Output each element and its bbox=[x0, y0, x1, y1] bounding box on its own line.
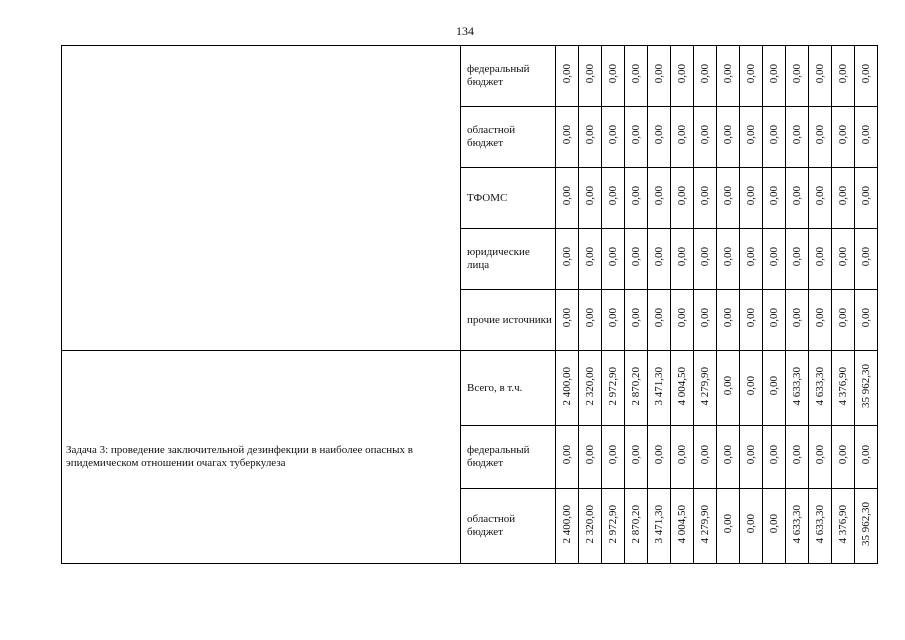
value-cell bbox=[556, 46, 579, 107]
value-text: 0,00 bbox=[606, 186, 619, 206]
value-text: 0,00 bbox=[813, 308, 826, 328]
value-text: 0,00 bbox=[606, 247, 619, 267]
value-text: 0,00 bbox=[675, 247, 688, 267]
value-text: 0,00 bbox=[859, 125, 872, 145]
value-cell bbox=[579, 489, 602, 564]
value-cell bbox=[740, 351, 763, 426]
value-text: 0,00 bbox=[836, 186, 849, 206]
value-cell bbox=[717, 46, 740, 107]
value-cell bbox=[694, 107, 717, 168]
value-cell bbox=[694, 426, 717, 489]
value-text: 0,00 bbox=[560, 186, 573, 206]
value-cell bbox=[786, 229, 809, 290]
value-cell bbox=[786, 426, 809, 489]
value-cell bbox=[809, 168, 832, 229]
value-text: 0,00 bbox=[721, 376, 734, 396]
value-text: 2 972,90 bbox=[606, 366, 619, 406]
value-cell bbox=[832, 168, 855, 229]
value-cell bbox=[671, 107, 694, 168]
value-text: 4 279,90 bbox=[698, 504, 711, 544]
value-cell bbox=[832, 426, 855, 489]
value-text: 4 376,90 bbox=[836, 504, 849, 544]
value-cell bbox=[671, 489, 694, 564]
value-cell bbox=[648, 107, 671, 168]
value-cell bbox=[786, 489, 809, 564]
value-text: 0,00 bbox=[583, 308, 596, 328]
value-text: 0,00 bbox=[583, 186, 596, 206]
value-cell bbox=[763, 168, 786, 229]
value-cell bbox=[717, 426, 740, 489]
value-cell bbox=[832, 46, 855, 107]
value-text: 0,00 bbox=[652, 64, 665, 84]
value-cell bbox=[717, 168, 740, 229]
value-text: 0,00 bbox=[790, 308, 803, 328]
value-cell bbox=[832, 290, 855, 351]
value-cell bbox=[740, 46, 763, 107]
value-text: 0,00 bbox=[767, 376, 780, 396]
value-cell bbox=[740, 107, 763, 168]
value-text: 0,00 bbox=[859, 308, 872, 328]
value-cell bbox=[717, 107, 740, 168]
value-cell bbox=[602, 46, 625, 107]
value-text: 0,00 bbox=[560, 125, 573, 145]
value-text: 0,00 bbox=[560, 308, 573, 328]
value-cell bbox=[763, 489, 786, 564]
value-cell bbox=[740, 290, 763, 351]
funding-source-cell: юридические лица bbox=[461, 229, 556, 290]
value-text: 0,00 bbox=[560, 247, 573, 267]
value-cell bbox=[855, 46, 878, 107]
value-text: 0,00 bbox=[767, 125, 780, 145]
value-text: 0,00 bbox=[652, 186, 665, 206]
value-cell bbox=[556, 351, 579, 426]
value-text: 0,00 bbox=[790, 445, 803, 465]
value-text: 0,00 bbox=[652, 125, 665, 145]
value-text: 0,00 bbox=[629, 308, 642, 328]
value-text: 0,00 bbox=[629, 445, 642, 465]
value-cell bbox=[579, 107, 602, 168]
value-text: 4 633,30 bbox=[813, 366, 826, 406]
value-text: 0,00 bbox=[698, 186, 711, 206]
value-cell bbox=[648, 168, 671, 229]
value-text: 0,00 bbox=[606, 125, 619, 145]
value-text: 0,00 bbox=[583, 64, 596, 84]
value-cell bbox=[832, 107, 855, 168]
value-cell bbox=[855, 426, 878, 489]
value-text: 0,00 bbox=[606, 308, 619, 328]
value-text: 2 320,00 bbox=[583, 504, 596, 544]
value-cell bbox=[625, 107, 648, 168]
value-cell bbox=[717, 489, 740, 564]
value-cell bbox=[717, 290, 740, 351]
value-cell bbox=[556, 290, 579, 351]
budget-table bbox=[61, 45, 878, 564]
value-text: 0,00 bbox=[767, 186, 780, 206]
value-text: 0,00 bbox=[744, 445, 757, 465]
page-number: 134 bbox=[456, 24, 474, 38]
value-text: 0,00 bbox=[744, 247, 757, 267]
value-cell bbox=[602, 351, 625, 426]
value-text: 0,00 bbox=[744, 376, 757, 396]
value-text: 4 633,30 bbox=[790, 504, 803, 544]
value-cell bbox=[809, 107, 832, 168]
value-cell bbox=[579, 46, 602, 107]
funding-source-cell: федеральный бюджет bbox=[461, 426, 556, 489]
value-text: 0,00 bbox=[744, 186, 757, 206]
value-text: 2 972,90 bbox=[606, 504, 619, 544]
value-cell bbox=[855, 168, 878, 229]
value-text: 0,00 bbox=[652, 445, 665, 465]
value-text: 0,00 bbox=[698, 308, 711, 328]
value-text: 4 004,50 bbox=[675, 366, 688, 406]
value-text: 0,00 bbox=[629, 64, 642, 84]
value-text: 0,00 bbox=[675, 125, 688, 145]
value-cell bbox=[579, 168, 602, 229]
value-cell bbox=[763, 229, 786, 290]
table-row bbox=[62, 46, 878, 107]
value-text: 3 471,30 bbox=[652, 366, 665, 406]
value-cell bbox=[625, 229, 648, 290]
value-text: 4 376,90 bbox=[836, 366, 849, 406]
value-text: 0,00 bbox=[744, 308, 757, 328]
value-text: 0,00 bbox=[583, 445, 596, 465]
value-cell bbox=[648, 229, 671, 290]
value-cell bbox=[809, 351, 832, 426]
value-cell bbox=[579, 290, 602, 351]
funding-source-cell: ТФОМС bbox=[461, 168, 556, 229]
value-text: 0,00 bbox=[813, 247, 826, 267]
value-cell bbox=[602, 107, 625, 168]
value-text: 0,00 bbox=[836, 308, 849, 328]
value-cell bbox=[602, 290, 625, 351]
value-cell bbox=[602, 489, 625, 564]
value-cell bbox=[740, 489, 763, 564]
value-cell bbox=[648, 290, 671, 351]
value-cell bbox=[786, 46, 809, 107]
funding-source-cell: Всего, в т.ч. bbox=[461, 351, 556, 426]
value-text: 0,00 bbox=[583, 125, 596, 145]
value-cell bbox=[671, 46, 694, 107]
value-cell bbox=[809, 46, 832, 107]
value-cell bbox=[855, 489, 878, 564]
value-cell bbox=[556, 107, 579, 168]
value-text: 0,00 bbox=[606, 445, 619, 465]
value-text: 0,00 bbox=[836, 125, 849, 145]
value-cell bbox=[602, 426, 625, 489]
value-cell bbox=[671, 229, 694, 290]
value-text: 0,00 bbox=[744, 125, 757, 145]
value-text: 0,00 bbox=[836, 445, 849, 465]
value-text: 0,00 bbox=[859, 64, 872, 84]
value-text: 0,00 bbox=[721, 445, 734, 465]
value-text: 0,00 bbox=[629, 186, 642, 206]
value-text: 0,00 bbox=[790, 186, 803, 206]
value-cell bbox=[625, 46, 648, 107]
value-cell bbox=[717, 351, 740, 426]
value-cell bbox=[648, 351, 671, 426]
value-cell bbox=[809, 229, 832, 290]
value-cell bbox=[763, 290, 786, 351]
value-text: 0,00 bbox=[813, 64, 826, 84]
value-cell bbox=[763, 426, 786, 489]
value-text: 0,00 bbox=[859, 186, 872, 206]
funding-source-cell: федеральный бюджет bbox=[461, 46, 556, 107]
value-cell bbox=[648, 489, 671, 564]
value-cell bbox=[556, 426, 579, 489]
value-text: 0,00 bbox=[721, 514, 734, 534]
value-text: 0,00 bbox=[790, 247, 803, 267]
value-text: 0,00 bbox=[606, 64, 619, 84]
value-text: 0,00 bbox=[721, 308, 734, 328]
value-text: 0,00 bbox=[836, 247, 849, 267]
value-cell bbox=[671, 290, 694, 351]
value-text: 0,00 bbox=[560, 445, 573, 465]
value-text: 0,00 bbox=[767, 308, 780, 328]
value-cell bbox=[855, 290, 878, 351]
value-cell bbox=[648, 46, 671, 107]
value-text: 0,00 bbox=[859, 247, 872, 267]
value-cell bbox=[694, 168, 717, 229]
value-cell bbox=[602, 229, 625, 290]
table-row bbox=[62, 351, 878, 426]
value-text: 2 870,20 bbox=[629, 366, 642, 406]
value-text: 0,00 bbox=[698, 247, 711, 267]
value-cell bbox=[579, 351, 602, 426]
value-cell bbox=[717, 229, 740, 290]
value-text: 0,00 bbox=[767, 445, 780, 465]
value-cell bbox=[556, 229, 579, 290]
value-text: 2 320,00 bbox=[583, 366, 596, 406]
value-text: 35 962,30 bbox=[859, 502, 872, 546]
value-cell bbox=[740, 426, 763, 489]
value-text: 0,00 bbox=[744, 64, 757, 84]
value-cell bbox=[832, 489, 855, 564]
value-text: 0,00 bbox=[675, 308, 688, 328]
value-text: 0,00 bbox=[721, 64, 734, 84]
value-text: 0,00 bbox=[698, 125, 711, 145]
value-cell bbox=[786, 107, 809, 168]
value-cell bbox=[625, 168, 648, 229]
value-text: 0,00 bbox=[560, 64, 573, 84]
value-text: 3 471,30 bbox=[652, 504, 665, 544]
value-text: 0,00 bbox=[629, 125, 642, 145]
task-description-cell bbox=[62, 46, 461, 351]
value-cell bbox=[855, 351, 878, 426]
value-text: 4 633,30 bbox=[813, 504, 826, 544]
value-text: 0,00 bbox=[675, 186, 688, 206]
value-text: 4 633,30 bbox=[790, 366, 803, 406]
value-cell bbox=[671, 351, 694, 426]
value-cell bbox=[625, 290, 648, 351]
value-cell bbox=[809, 426, 832, 489]
value-cell bbox=[786, 351, 809, 426]
value-cell bbox=[763, 46, 786, 107]
value-text: 4 004,50 bbox=[675, 504, 688, 544]
value-text: 2 870,20 bbox=[629, 504, 642, 544]
value-text: 0,00 bbox=[767, 514, 780, 534]
value-cell bbox=[809, 290, 832, 351]
value-cell bbox=[694, 229, 717, 290]
value-text: 0,00 bbox=[629, 247, 642, 267]
value-text: 0,00 bbox=[698, 445, 711, 465]
value-text: 0,00 bbox=[721, 125, 734, 145]
value-cell bbox=[602, 168, 625, 229]
value-text: 2 400,00 bbox=[560, 504, 573, 544]
value-text: 0,00 bbox=[721, 186, 734, 206]
value-cell bbox=[740, 168, 763, 229]
value-text: 0,00 bbox=[652, 308, 665, 328]
funding-source-cell: областной бюджет bbox=[461, 489, 556, 564]
value-text: 4 279,90 bbox=[698, 366, 711, 406]
value-text: 0,00 bbox=[721, 247, 734, 267]
value-cell bbox=[625, 426, 648, 489]
value-cell bbox=[579, 426, 602, 489]
value-text: 0,00 bbox=[675, 64, 688, 84]
value-text: 0,00 bbox=[813, 125, 826, 145]
value-cell bbox=[786, 290, 809, 351]
value-cell bbox=[556, 489, 579, 564]
value-text: 0,00 bbox=[790, 125, 803, 145]
value-text: 0,00 bbox=[744, 514, 757, 534]
value-cell bbox=[832, 351, 855, 426]
value-text: 35 962,30 bbox=[859, 364, 872, 408]
value-cell bbox=[855, 107, 878, 168]
value-cell bbox=[625, 351, 648, 426]
value-text: 0,00 bbox=[836, 64, 849, 84]
value-cell bbox=[694, 489, 717, 564]
value-text: 0,00 bbox=[859, 445, 872, 465]
value-text: 0,00 bbox=[790, 64, 803, 84]
value-cell bbox=[763, 351, 786, 426]
value-cell bbox=[556, 168, 579, 229]
value-cell bbox=[671, 426, 694, 489]
value-cell bbox=[625, 489, 648, 564]
value-text: 0,00 bbox=[698, 64, 711, 84]
value-text: 0,00 bbox=[675, 445, 688, 465]
value-cell bbox=[809, 489, 832, 564]
value-text: 2 400,00 bbox=[560, 366, 573, 406]
value-text: 0,00 bbox=[813, 186, 826, 206]
funding-source-cell: областной бюджет bbox=[461, 107, 556, 168]
value-text: 0,00 bbox=[767, 64, 780, 84]
value-cell bbox=[671, 168, 694, 229]
value-text: 0,00 bbox=[767, 247, 780, 267]
value-cell bbox=[694, 290, 717, 351]
value-cell bbox=[579, 229, 602, 290]
value-cell bbox=[694, 46, 717, 107]
value-cell bbox=[786, 168, 809, 229]
value-cell bbox=[855, 229, 878, 290]
task-description-cell: Задача 3: проведение заключительной дезинфекции в наиболее опасных в эпидемическом отношении очагах туберкулеза bbox=[62, 351, 461, 564]
value-cell bbox=[832, 229, 855, 290]
value-cell bbox=[648, 426, 671, 489]
value-cell bbox=[763, 107, 786, 168]
value-cell bbox=[740, 229, 763, 290]
funding-source-cell: прочие источники bbox=[461, 290, 556, 351]
value-text: 0,00 bbox=[583, 247, 596, 267]
value-text: 0,00 bbox=[813, 445, 826, 465]
value-text: 0,00 bbox=[652, 247, 665, 267]
value-cell bbox=[694, 351, 717, 426]
